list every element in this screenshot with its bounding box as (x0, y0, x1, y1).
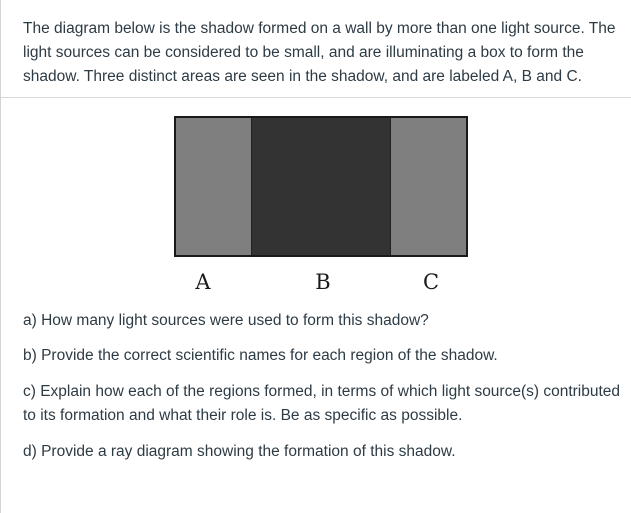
question-d: d) Provide a ray diagram showing the formation of this shadow. (23, 443, 456, 460)
question-b: b) Provide the correct scientific names for each region of the shadow. (23, 347, 498, 364)
region-label-c: C (422, 270, 440, 294)
intro-paragraph: The diagram below is the shadow formed on a wall by more than one light source. The light sources can be considered to be small, and are illuminating a box to form the shadow. Three distinct areas are seen in the shadow, and are labeled A, B and C. (23, 20, 616, 85)
question-a: a) How many light sources were used to form this shadow? (23, 312, 429, 329)
region-label-a: A (195, 270, 211, 294)
shadow-region-a (176, 118, 252, 255)
shadow-region-b (252, 118, 390, 255)
shadow-diagram (174, 116, 468, 257)
question-c: c) Explain how each of the regions formed, in terms of which light source(s) contributed to its formation and what their role is. Be as specific as possible. (23, 383, 621, 424)
region-label-b: B (315, 270, 331, 294)
shadow-region-c (390, 118, 466, 255)
divider (1, 97, 631, 98)
